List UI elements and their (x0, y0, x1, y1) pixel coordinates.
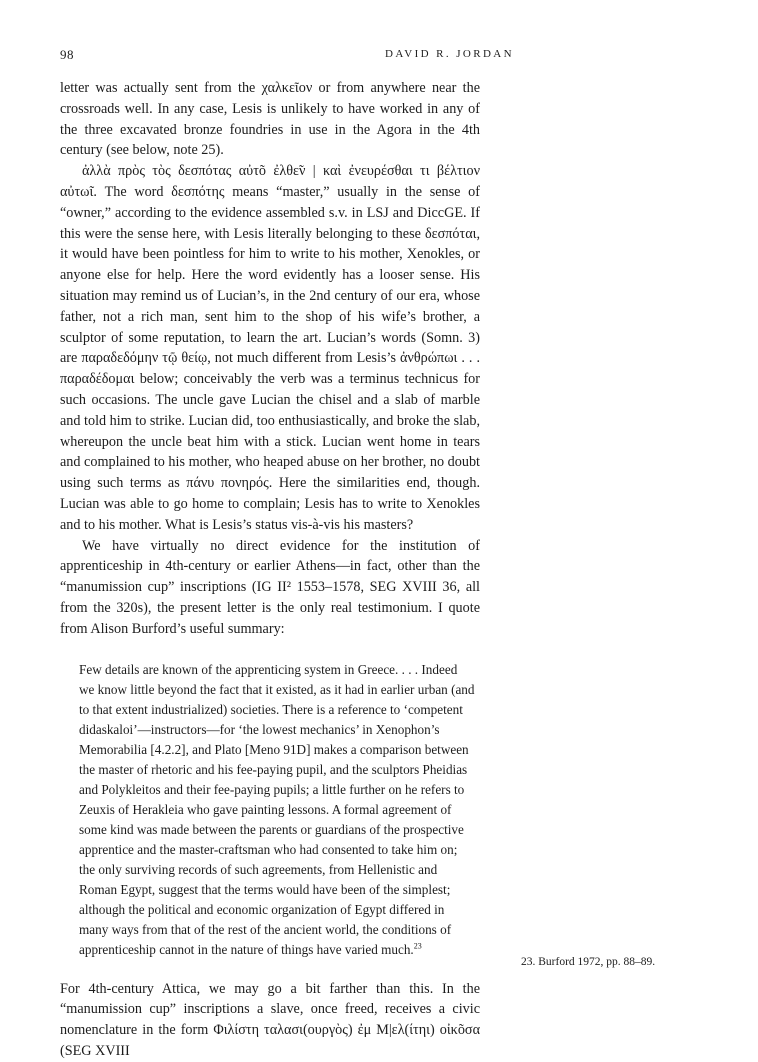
paragraph-3: We have virtually no direct evidence for the institution of apprenticeship in 4th-century or earlier Athens—in fact, other than the “manumission cup” inscriptions (IG II² 1553–1578, SEG XVIII 36, all from the 320s), the present letter is the only real testimonium. I quote from Alison Burford’s useful summary: (60, 537, 480, 637)
footnote-text: Burford 1972, pp. 88–89. (538, 956, 656, 968)
page-number: 98 (60, 47, 74, 62)
paragraph-4: For 4th-century Attica, we may go a bit farther than this. In the “manumission cup” inscriptions a slave, once freed, receives a civic nomenclature in the form Φιλίστη ταλασι(ουργὸς) ἐμ Μ|ελ(ίτηι) οἰκõσα (SEG XVIII (60, 980, 480, 1059)
paragraph-1: letter was actually sent from the χαλκεῖον or from anywhere near the crossroads well. In any case, Lesis is unlikely to have worked in any of the three excavated bronze foundries in use in the Agora in the 4th century (see below, note 25). (60, 80, 480, 159)
running-head: DAVID R. JORDAN (384, 48, 514, 60)
main-text (60, 78, 480, 1062)
paragraph-2: ἀλλὰ πρὸς τὸς δεσπότας αὐτõ ἐλθε̃ν | καὶ ἐνευρέσθαι τι βέλτιον αὐτω̃ι. The word δεσπότης means “master,” usually in the sense of “owner,” according to the evidence assembled s.v. in LSJ and DiccGE. If this were the sense here, with Lesis literally belonging to these δεσπόται, it would have been pointless for him to write to his mother, Xenokles, or anyone else for help. Here the word evidently has a looser sense. His situation may remind us of Lucian’s, in the 2nd century of our era, whose father, not a rich man, sent him to the shop of his wife’s brother, a sculptor of some reputation, to learn the art. Lucian’s words (Somn. 3) are παραδεδόμην τῷ θείῳ, not much different from Lesis’s ἀνθρώπωι . . . παραδέδομαι below; conceivably the verb was a terminus technicus for such occasions. The uncle gave Lucian the chisel and a slab of marble and told him to strike. Lucian did, too enthusiastically, and broke the slab, whereupon the uncle beat him with a stick. Lucian went home in tears and complained to his mother, who heaped abuse on her brother, no doubt using such terms as πάνυ πονηρός. Here the similarities end, though. Lucian was able to go home to complain; Lesis has to write to Xenokles and to his mother. What is Lesis’s status vis-à-vis his masters? (60, 163, 480, 533)
footnote-23 (521, 955, 655, 970)
footnote-number: 23. (521, 956, 536, 968)
note-reference-23: 23 (413, 941, 422, 951)
block-quote (79, 660, 475, 960)
block-quote-text: Few details are known of the apprenticing system in Greece. . . . Indeed we know little beyond the fact that it existed, as it had in earlier urban (and to that extent industrialized) societies. There is a reference to ‘competent didaskaloi’—instructors—for ‘the lowest mechanics’ in Xenophon’s Memorabilia [4.2.2], and Plato [Meno 91D] makes a comparison between the master of rhetoric and his fee-paying pupil, and the sculptors Pheidias and Polykleitos and their fee-paying pupils; a little further on he refers to Zeuxis of Herakleia who gave painting lessons. A formal agreement of some kind was made between the parents or guardians of the prospective apprentice and the master-craftsman who had consented to take him on; the only surviving records of such agreements, from Hellenistic and Roman Egypt, suggest that the terms would have been of the simplest; although the political and economic organization of Egypt differed in many ways from that of the rest of the ancient world, the conditions of apprenticeship cannot in the nature of things have varied much. (79, 661, 475, 957)
